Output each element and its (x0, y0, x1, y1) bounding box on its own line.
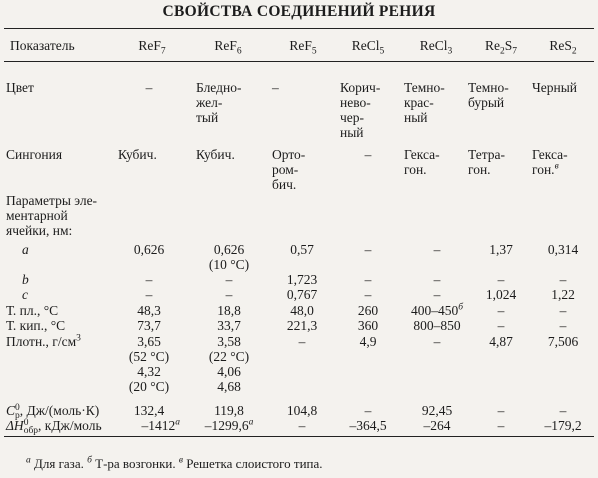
cell-b-6: – (497, 272, 505, 287)
row-label-symbol: C (6, 403, 16, 418)
cell-cp-2: 119,8 (214, 403, 244, 418)
row-label-text: Параметры эле- ментарной ячейки, нм: (6, 193, 98, 238)
header-col-1: ReF$_7$ (138, 38, 166, 57)
row-label-c (22, 287, 28, 302)
cell-a-5: – (433, 242, 441, 257)
row-label-sub: p (15, 410, 20, 421)
cell-dh-7: –179,2 (544, 418, 582, 433)
row-label-text: c (22, 287, 28, 302)
cell-color-4: Корич- нево- чер- ный (340, 80, 381, 140)
cell-color-5: Темно- крас- ный (404, 80, 445, 125)
cell-cp-5: 92,45 (421, 403, 453, 418)
cell-dh-1: $-1412^а$ (141, 417, 180, 433)
row-label-sup: 0 (15, 402, 20, 413)
header-col-5: ReCl$_3$ (419, 38, 453, 57)
row-label-b (22, 272, 29, 287)
cell-mp-7: – (559, 303, 567, 318)
cell-b-3: 1,723 (286, 272, 318, 287)
cell-c-6: 1,024 (485, 287, 517, 302)
cell-b-1: – (145, 272, 153, 287)
cell-bp-7: – (559, 318, 567, 333)
top-rule (4, 28, 594, 29)
footnote-ref: а (248, 417, 254, 428)
cell-color-1: – (145, 80, 153, 95)
cell-a-3: 0,57 (290, 242, 314, 257)
cell-color-6: Темно- бурый (468, 80, 509, 110)
row-label-text: , Дж/(моль·К) (19, 403, 100, 418)
cell-syngony-6: Тетра- гон. (468, 147, 506, 177)
row-label-text: Сингония (6, 147, 63, 162)
row-label-text: a (22, 242, 29, 257)
row-label-text: Т. пл., °С (6, 303, 59, 318)
cell-color-3: – (272, 80, 279, 95)
cell-cp-7: – (559, 403, 567, 418)
cell-a-6: 1,37 (489, 242, 513, 257)
cell-dh-4: –364,5 (349, 418, 387, 433)
cell-syngony-4: – (364, 147, 372, 162)
footnote-a: Для газа. (30, 456, 88, 471)
cell-c-3: 0,767 (286, 287, 318, 302)
header-col-2: ReF$_6$ (214, 38, 242, 57)
cell-dh-6: – (497, 418, 505, 433)
cell-a-1: 0,626 (133, 242, 165, 257)
row-label-sub: обр (23, 425, 39, 436)
row-label-syngony (6, 147, 62, 162)
row-label-a (22, 242, 29, 257)
cell-dens-6: 4,87 (489, 334, 513, 349)
cell-c-1: – (145, 287, 153, 302)
header-col-6: $Re_2S_7$ (484, 38, 517, 57)
cell-cp-1: 132,4 (133, 403, 165, 418)
row-label-dens (6, 334, 81, 349)
row-label-sup: 3 (76, 333, 81, 344)
row-label-text: Т. кип., °С (6, 318, 66, 333)
cell-bp-2: 33,7 (217, 318, 241, 333)
cell-cp-4: – (364, 403, 372, 418)
cell-color-7: Черный (532, 80, 578, 95)
cell-bp-5: 800–850 (413, 318, 461, 333)
cell-cp-6: – (497, 403, 505, 418)
cell-mp-1: 48,3 (137, 303, 161, 318)
header-param: Показатель (10, 38, 75, 53)
footnote-ref: б (458, 302, 464, 313)
footnote-mark-a: а (26, 455, 31, 466)
footnote-ref: а (175, 417, 180, 428)
row-label-text: Плотн., г/см (6, 334, 77, 349)
cell-color-2: Бледно- жел- тый (196, 80, 242, 125)
cell-syngony-5: Гекса- гон. (404, 147, 440, 177)
cell-cp-3: 104,8 (286, 403, 318, 418)
cell-c-5: – (433, 287, 441, 302)
cell-dens-7: 7,506 (547, 334, 579, 349)
cell-dens-4: 4,9 (359, 334, 377, 349)
header-col-3: ReF$_5$ (289, 38, 317, 57)
row-label-sup: 0 (23, 417, 29, 428)
footnote-ref: в (554, 161, 559, 172)
cell-bp-3: 221,3 (286, 318, 318, 333)
cell-bp-1: 73,7 (137, 318, 161, 333)
cell-b-4: – (364, 272, 372, 287)
cell-a-2: 0,626 (10 °C) (208, 242, 250, 272)
cell-dens-2: 3,58 (22 °C) 4,06 4,68 (208, 334, 250, 394)
footnote-mark-c: в (178, 455, 183, 466)
row-label-mp (6, 303, 58, 318)
cell-a-4: – (364, 242, 372, 257)
row-label-dh (6, 418, 102, 435)
cell-mp-4: 260 (357, 303, 379, 318)
cell-c-4: – (364, 287, 372, 302)
table-title: СВОЙСТВА СОЕДИНЕНИЙ РЕНИЯ (162, 3, 436, 20)
footnote-b: Т-ра возгонки. (91, 456, 179, 471)
cell-bp-6: – (497, 318, 505, 333)
footnote-c: Решетка слоистого типа. (182, 456, 323, 471)
cell-c-7: 1,22 (551, 287, 575, 302)
cell-b-2: – (225, 272, 233, 287)
cell-syngony-2: Кубич. (196, 147, 235, 162)
header-col-4: ReCl$_5$ (351, 38, 385, 57)
cell-b-5: – (433, 272, 441, 287)
cell-mp-3: 48,0 (290, 303, 314, 318)
header-col-7: ReS$_2$ (549, 38, 577, 57)
bottom-rule (4, 436, 594, 437)
cell-mp-2: 18,8 (217, 303, 241, 318)
row-label-text: , кДж/моль (38, 418, 102, 433)
row-label-params (6, 193, 97, 238)
header-rule (4, 61, 594, 62)
row-label-color (6, 80, 34, 95)
cell-syngony-1: Кубич. (118, 147, 157, 162)
cell-mp-6: – (497, 303, 505, 318)
cell-dens-3: – (298, 334, 306, 349)
cell-a-7: 0,314 (547, 242, 579, 257)
cell-b-7: – (559, 272, 567, 287)
cell-dens-5: – (433, 334, 441, 349)
cell-dh-3: – (298, 418, 306, 433)
cell-dh-5: –264 (423, 418, 451, 433)
row-label-symbol: ΔH (6, 418, 24, 433)
cell-mp-5: $400-450^б$ (410, 302, 464, 318)
cell-dens-1: 3,65 (52 °C) 4,32 (20 °C) (128, 334, 170, 394)
row-label-text: Цвет (6, 80, 34, 95)
footnote-mark-b: б (87, 455, 92, 466)
cell-syngony-3: Орто- ром- бич. (272, 147, 306, 192)
footnotes (26, 456, 323, 471)
row-label-text: b (22, 272, 29, 287)
cell-syngony-7: Гекса- гон.$^в$ (532, 147, 568, 177)
cell-dh-2: $-1299,6^а$ (204, 417, 254, 433)
cell-c-2: – (225, 287, 233, 302)
row-label-bp (6, 318, 65, 333)
cell-bp-4: 360 (357, 318, 379, 333)
